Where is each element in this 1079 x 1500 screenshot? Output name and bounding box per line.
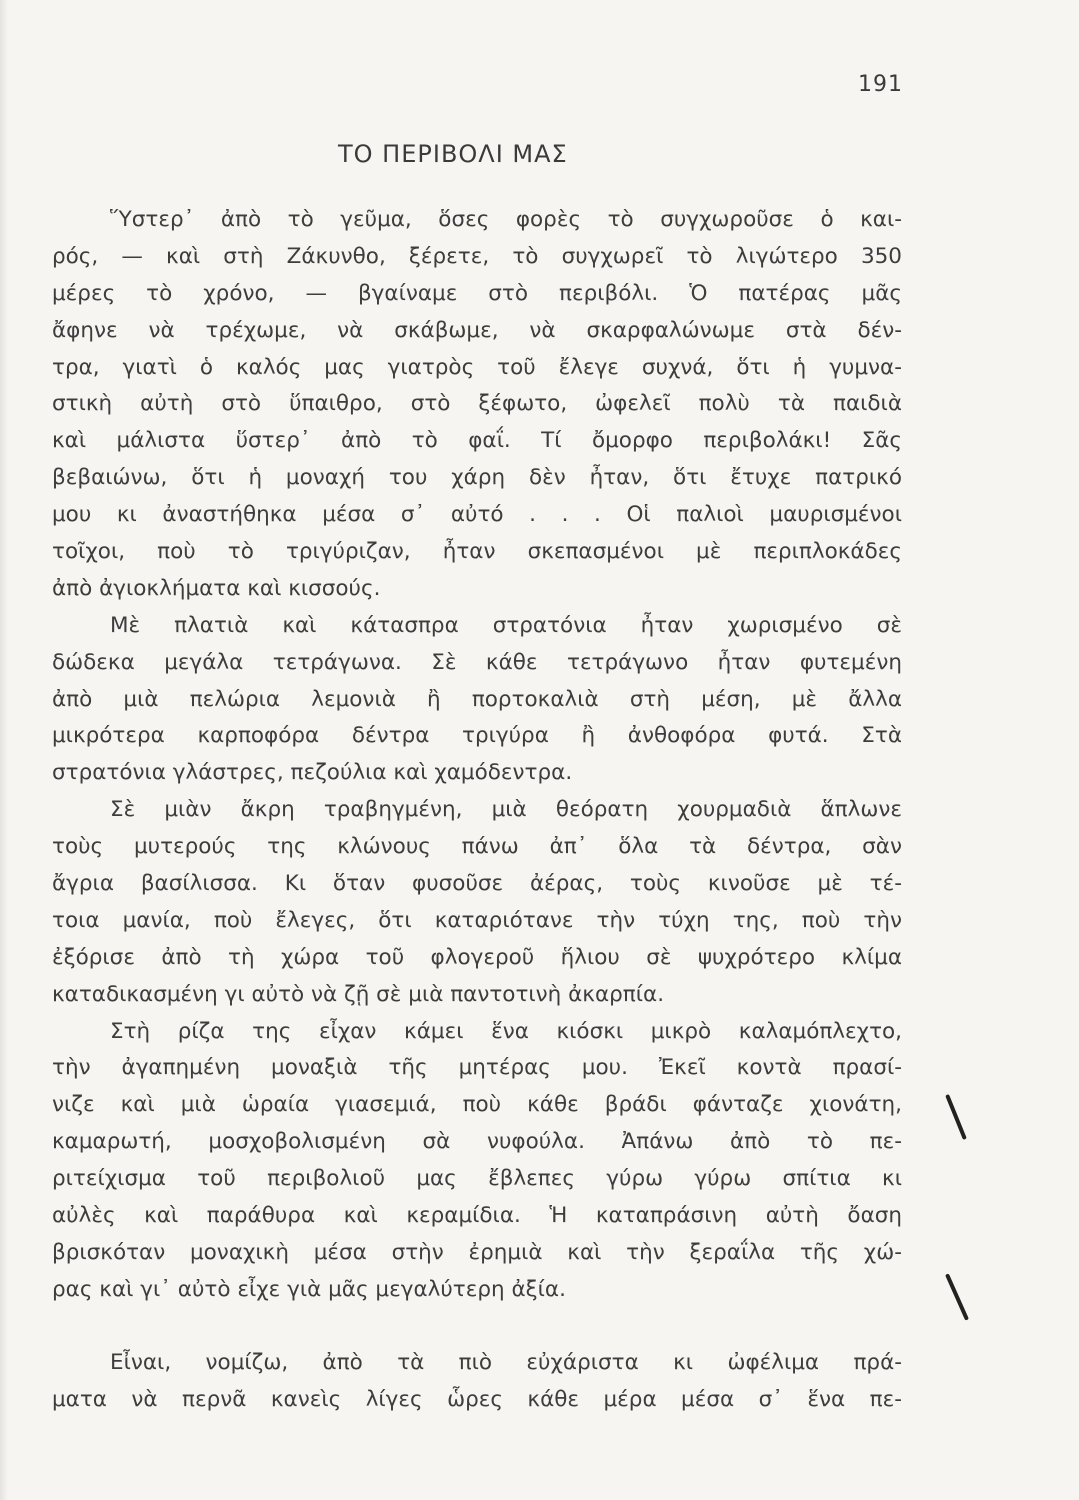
page-edge-shadow: [0, 0, 8, 1500]
text-line: αὐλὲς καὶ παράθυρα καὶ κεραμίδια. Ἡ καταπράσινη αὐτὴ ὄαση: [52, 1203, 902, 1229]
text-line: δώδεκα μεγάλα τετράγωνα. Σὲ κάθε τετράγωνο ἦταν φυτεμένη: [52, 649, 902, 675]
text-line: καταδικασμένη γι αὐτὸ νὰ ζῇ σὲ μιὰ παντοτινὴ ἀκαρπία.: [52, 981, 665, 1007]
text-line: Στὴ ρίζα της εἶχαν κάμει ἕνα κιόσκι μικρὸ καλαμόπλεχτο,: [110, 1018, 902, 1044]
chapter-title: ΤΟ ΠΕΡΙΒΟΛΙ ΜΑΣ: [338, 140, 568, 168]
text-line: ἄφηνε νὰ τρέχωμε, νὰ σκάβωμε, νὰ σκαρφαλώνωμε στὰ δέν-: [52, 317, 902, 343]
paragraph-gap: [52, 1309, 902, 1345]
text-line: νιζε καὶ μιὰ ὡραία γιασεμιά, ποὺ κάθε βράδι φάνταζε χιονάτη,: [52, 1092, 902, 1118]
text-line: τοὺς μυτερούς της κλώνους πάνω ἀπ᾽ ὅλα τὰ δέντρα, σὰν: [52, 834, 902, 860]
text-line: μικρότερα καρποφόρα δέντρα τριγύρα ἢ ἀνθοφόρα φυτά. Στὰ: [52, 723, 902, 749]
text-line: μέρες τὸ χρόνο, — βγαίναμε στὸ περιβόλι. Ὁ πατέρας μᾶς: [52, 280, 902, 306]
text-line: Μὲ πλατιὰ καὶ κάτασπρα στρατόνια ἦταν χωρισμένο σὲ: [110, 612, 902, 638]
text-line: καὶ μάλιστα ὕστερ᾽ ἀπὸ τὸ φαΐ. Τί ὄμορφο περιβολάκι! Σᾶς: [52, 428, 902, 454]
text-line: καμαρωτή, μοσχοβολισμένη σὰ νυφούλα. Ἀπάνω ἀπὸ τὸ πε-: [52, 1129, 902, 1155]
text-line: ἐξόρισε ἀπὸ τὴ χώρα τοῦ φλογεροῦ ἥλιου σὲ ψυχρότερο κλίμα: [52, 944, 902, 970]
text-line: ἀπὸ ἀγιοκλήματα καὶ κισσούς.: [52, 575, 381, 601]
text-line: τρα, γιατὶ ὁ καλός μας γιατρὸς τοῦ ἔλεγε συχνά, ὅτι ἡ γυμνα-: [52, 354, 902, 380]
text-line: στικὴ αὐτὴ στὸ ὕπαιθρο, στὸ ξέφωτο, ὠφελεῖ πολὺ τὰ παιδιὰ: [52, 391, 902, 417]
text-line: τοῖχοι, ποὺ τὸ τριγύριζαν, ἦταν σκεπασμένοι μὲ περιπλοκάδες: [52, 539, 902, 565]
text-line: τοια μανία, ποὺ ἔλεγες, ὅτι καταριότανε τὴν τύχη της, ποὺ τὴν: [52, 907, 902, 933]
text-line: Ὕστερ᾽ ἀπὸ τὸ γεῦμα, ὅσες φορὲς τὸ συγχωροῦσε ὁ και-: [110, 207, 902, 232]
text-line: βρισκόταν μοναχικὴ μέσα στὴν ἐρημιὰ καὶ τὴν ξεραΐλα τῆς χώ-: [52, 1239, 902, 1265]
text-line: ριτείχισμα τοῦ περιβολιοῦ μας ἔβλεπες γύρω γύρω σπίτια κι: [52, 1166, 902, 1192]
text-line: τὴν ἀγαπημένη μοναξιὰ τῆς μητέρας μου. Ἐκεῖ κοντὰ πρασί-: [52, 1055, 902, 1081]
margin-pencil-mark: [945, 1273, 969, 1320]
text-line: ματα νὰ περνᾶ κανεὶς λίγες ὧρες κάθε μέρα μέσα σ᾽ ἕνα πε-: [52, 1386, 902, 1412]
text-line: στρατόνια γλάστρες, πεζούλια καὶ χαμόδεντρα.: [52, 760, 573, 786]
text-line: Σὲ μιὰν ἄκρη τραβηγμένη, μιὰ θεόρατη χουρμαδιὰ ἅπλωνε: [110, 797, 902, 823]
text-line: ρας καὶ γι᾽ αὐτὸ εἶχε γιὰ μᾶς μεγαλύτερη ἀξία.: [52, 1276, 566, 1302]
text-line: Εἶναι, νομίζω, ἀπὸ τὰ πιὸ εὐχάριστα κι ὠφέλιμα πρά-: [110, 1349, 902, 1375]
text-line: ρός, — καὶ στὴ Ζάκυνθο, ξέρετε, τὸ συγχωρεῖ τὸ λιγώτερο 350: [52, 243, 902, 269]
text-line: βεβαιώνω, ὅτι ἡ μοναχή του χάρη δὲν ἦταν, ὅτι ἔτυχε πατρικό: [52, 465, 902, 491]
text-line: ἄγρια βασίλισσα. Κι ὅταν φυσοῦσε ἀέρας, τοὺς κινοῦσε μὲ τέ-: [52, 871, 902, 897]
text-line: ἀπὸ μιὰ πελώρια λεμονιὰ ἢ πορτοκαλιὰ στὴ μέση, μὲ ἄλλα: [52, 686, 902, 712]
page-number: 191: [858, 72, 903, 97]
text-line: μου κι ἀναστήθηκα μέσα σ᾽ αὐτό . . . Οἱ παλιοὶ μαυρισμένοι: [52, 502, 902, 528]
margin-pencil-mark: [945, 1094, 967, 1140]
body-text: [52, 202, 902, 1419]
